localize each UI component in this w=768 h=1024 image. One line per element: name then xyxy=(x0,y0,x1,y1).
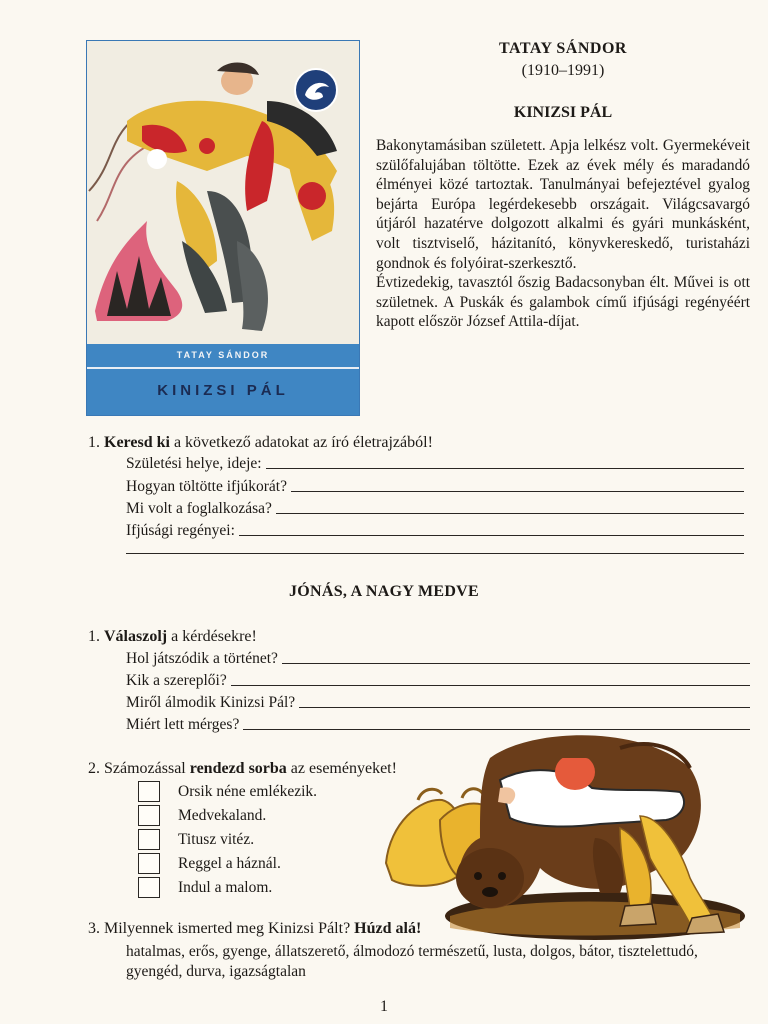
author-years: (1910–1991) xyxy=(521,62,605,79)
question-verb: Válaszolj xyxy=(104,628,168,645)
number-box[interactable] xyxy=(138,853,160,874)
cover-author: TATAY SÁNDOR xyxy=(176,350,270,360)
answer-blank[interactable] xyxy=(239,535,744,536)
event-label: Indul a malom. xyxy=(178,878,273,896)
question-number: 2. xyxy=(88,760,100,777)
question-verb: rendezd sorba xyxy=(189,760,287,777)
answer-blank[interactable] xyxy=(266,468,744,469)
bio-paragraph: Évtizedekig, tavasztól őszig Badacsonyban élt. Művei is ott születnek. A Puskák és galambok című ifjúsági regényéért kapott először József Attila-díjat. xyxy=(376,274,750,331)
question-verb: Keresd ki xyxy=(104,434,170,451)
answer-label: Hogyan töltötte ifjúkorát? xyxy=(126,478,287,495)
answer-blank[interactable] xyxy=(282,663,750,664)
event-item xyxy=(138,805,266,826)
trait-list[interactable]: hatalmas, erős, gyenge, állatszerető, álmodozó természetű, lusta, dolgos, bátor, tisztelettudó, gyengéd, durva, igazságtalan xyxy=(126,943,698,980)
answer-label: Hol játszódik a történet? xyxy=(126,650,278,667)
answer-line[interactable] xyxy=(126,522,744,540)
question-1-prompt xyxy=(88,434,433,452)
event-label: Reggel a háznál. xyxy=(178,854,281,872)
question-2-prompt xyxy=(88,760,397,778)
author-biography xyxy=(376,136,750,332)
answer-label: Kik a szereplői? xyxy=(126,672,227,689)
bear-wrestling-illustration xyxy=(380,728,750,942)
cover-divider xyxy=(87,367,359,369)
event-label: Titusz vitéz. xyxy=(178,830,255,848)
number-box[interactable] xyxy=(138,781,160,802)
number-box[interactable] xyxy=(138,805,160,826)
answer-blank[interactable] xyxy=(276,513,744,514)
question-number: 1. xyxy=(88,628,100,645)
question-number: 3. xyxy=(88,920,100,937)
cover-title-band xyxy=(87,344,359,416)
event-item xyxy=(138,853,281,874)
publisher-logo-icon xyxy=(293,67,339,113)
event-item xyxy=(138,829,254,850)
section-title: JÓNÁS, A NAGY MEDVE xyxy=(288,583,479,600)
number-box[interactable] xyxy=(138,877,160,898)
event-item xyxy=(138,877,272,898)
question-text: az eseményeket! xyxy=(286,760,397,777)
question-text: a következő adatokat az író életrajzából! xyxy=(169,434,433,451)
answer-line[interactable] xyxy=(126,694,750,712)
answer-label: Születési helye, ideje: xyxy=(126,455,262,472)
event-label: Orsik néne emlékezik. xyxy=(178,782,318,800)
question-3-prompt xyxy=(88,920,421,938)
event-item xyxy=(138,781,317,802)
answer-label: Mi volt a foglalkozása? xyxy=(126,500,272,517)
bio-paragraph: Bakonytamásiban született. Apja lelkész volt. Gyermekéveit szülőfalujában töltötte. Ezek az évek mély és maradandó élményei közé tartoztak. Tanulmányai befejeztével gyalog bejárta Európa legérdekesebb országait. Világcsavargó útjáról hazatérve dolgozott alkalmi és gyári munkásként, volt tisztviselő, házitanító, könyvkereskedő, turistaházi gondnok és folyóirat-szerkesztő. xyxy=(376,137,750,272)
question-number: 1. xyxy=(88,434,100,451)
answer-line[interactable] xyxy=(126,672,750,690)
question-text: a kérdésekre! xyxy=(167,628,257,645)
answer-label: Ifjúsági regényei: xyxy=(126,522,235,539)
answer-blank[interactable] xyxy=(231,685,750,686)
answer-label: Miért lett mérges? xyxy=(126,716,240,733)
answer-line[interactable] xyxy=(126,542,744,558)
answer-line[interactable] xyxy=(126,478,744,496)
answer-line[interactable] xyxy=(126,500,744,518)
answer-blank[interactable] xyxy=(291,491,744,492)
question-verb: Húzd alá! xyxy=(354,920,422,937)
author-name: TATAY SÁNDOR xyxy=(499,40,627,57)
question-1-prompt xyxy=(88,628,257,646)
answer-line[interactable] xyxy=(126,650,750,668)
number-box[interactable] xyxy=(138,829,160,850)
cover-title: KINIZSI PÁL xyxy=(157,382,289,399)
answer-line[interactable] xyxy=(126,455,744,473)
page-number: 1 xyxy=(380,998,388,1015)
question-text: Számozással xyxy=(104,760,190,777)
event-label: Medvekaland. xyxy=(178,806,267,824)
book-cover-image xyxy=(86,40,360,416)
book-title: KINIZSI PÁL xyxy=(513,104,613,121)
question-text: Milyennek ismerted meg Kinizsi Pált? xyxy=(104,920,355,937)
answer-blank[interactable] xyxy=(126,553,744,554)
answer-label: Miről álmodik Kinizsi Pál? xyxy=(126,694,296,711)
answer-blank[interactable] xyxy=(299,707,750,708)
